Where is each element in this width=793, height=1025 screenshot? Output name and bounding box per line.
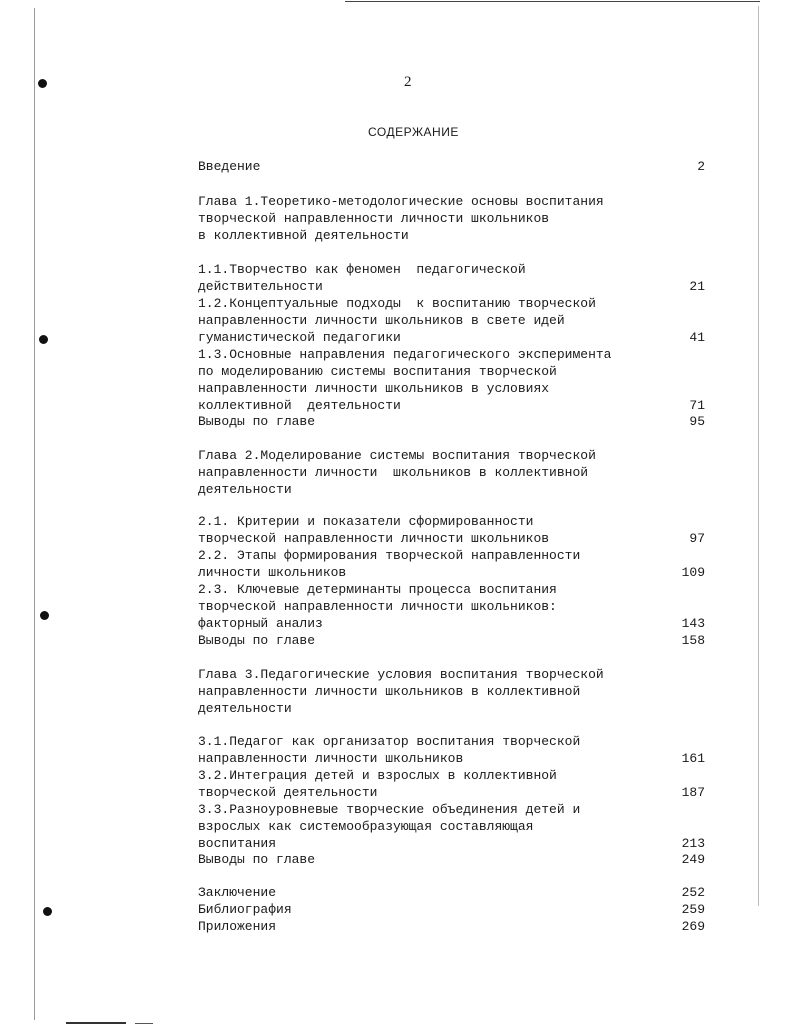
toc-entry-line: 2.1. Критерии и показатели сформированности (198, 514, 534, 529)
toc-entry-line: коллективной деятельности (198, 398, 401, 413)
toc-entry-line: 2.3. Ключевые детерминанты процесса воспитания (198, 582, 557, 597)
toc-entry-page: 95 (689, 414, 705, 429)
toc-entry-page: 109 (681, 565, 705, 580)
chapter-heading-line: Глава 2.Моделирование системы воспитания творческой (198, 448, 596, 463)
toc-entry-line: воспитания (198, 836, 277, 851)
chapter-heading-line: в коллективной деятельности (198, 228, 409, 243)
toc-entry-page: 41 (689, 330, 705, 345)
toc-entry-line: 3.1.Педагог как организатор воспитания творческой (198, 734, 581, 749)
chapter-heading-line: направленности личности школьников в коллективной (198, 465, 589, 480)
toc-entry-page: 71 (689, 398, 705, 413)
toc-entry-page: 158 (681, 633, 705, 648)
toc-appendices-page: 269 (681, 919, 705, 934)
toc-entry-line: 1.3.Основные направления педагогического эксперимента (198, 347, 612, 362)
toc-entry-line: творческой направленности личности школьников: (198, 599, 557, 614)
chapter-heading-line: направленности личности школьников в коллективной (198, 684, 581, 699)
chapter-heading-line: Глава 1.Теоретико-методологические основы воспитания (198, 194, 604, 209)
scan-edge-right (758, 6, 759, 906)
toc-entry-line: факторный анализ (198, 616, 323, 631)
toc-intro-label: Введение (198, 159, 261, 174)
toc-entry-page: 97 (689, 531, 705, 546)
toc-entry-page: 143 (681, 616, 705, 631)
toc-bibliography-page: 259 (681, 902, 705, 917)
punch-hole-mark (40, 611, 49, 620)
toc-entry-page: 161 (681, 751, 705, 766)
scan-edge-bottom (66, 1022, 126, 1024)
punch-hole-mark (39, 335, 48, 344)
punch-hole-mark (38, 79, 47, 88)
toc-entry-line: 1.2.Концептуальные подходы к воспитанию творческой (198, 296, 596, 311)
chapter-heading-line: творческой направленности личности школьников (198, 211, 550, 226)
toc-conclusion-label: Заключение (198, 885, 277, 900)
toc-entry-line: гуманистической педагогики (198, 330, 401, 345)
chapter-heading-line: деятельности (198, 701, 292, 716)
chapter-heading-line: Глава 3.Педагогические условия воспитания творческой (198, 667, 604, 682)
scan-edge-bottom-mark (135, 1023, 153, 1024)
toc-entry-line: направленности личности школьников в свете идей (198, 313, 565, 328)
toc-entry-line: творческой деятельности (198, 785, 378, 800)
toc-entry-page: 213 (681, 836, 705, 851)
toc-entry-page: 249 (681, 852, 705, 867)
toc-entry-line: Выводы по главе (198, 414, 316, 429)
punch-hole-mark (43, 907, 52, 916)
toc-entry-line: 3.2.Интеграция детей и взрослых в коллективной (198, 768, 557, 783)
page-title: СОДЕРЖАНИЕ (368, 125, 459, 139)
chapter-heading-line: деятельности (198, 482, 292, 497)
toc-entry-line: взрослых как системообразующая составляющая (198, 819, 534, 834)
toc-entry-line: 1.1.Творчество как феномен педагогической (198, 262, 526, 277)
toc-entry-page: 21 (689, 279, 705, 294)
toc-intro-page: 2 (697, 159, 705, 174)
toc-entry-line: действительности (198, 279, 323, 294)
scan-edge-left (34, 8, 35, 1020)
scan-edge-top (345, 1, 760, 2)
toc-entry-line: Выводы по главе (198, 852, 316, 867)
toc-entry-line: по моделированию системы воспитания творческой (198, 364, 557, 379)
toc-bibliography-label: Библиография (198, 902, 292, 917)
toc-entry-line: 2.2. Этапы формирования творческой направленности (198, 548, 581, 563)
page-number: 2 (404, 74, 412, 90)
toc-entry-line: Выводы по главе (198, 633, 316, 648)
toc-entry-line: творческой направленности личности школьников (198, 531, 550, 546)
toc-entry-line: личности школьников (198, 565, 347, 580)
toc-entry-line: направленности личности школьников в условиях (198, 381, 550, 396)
toc-entry-line: направленности личности школьников (198, 751, 464, 766)
toc-conclusion-page: 252 (681, 885, 705, 900)
toc-entry-line: 3.3.Разноуровневые творческие объединения детей и (198, 802, 581, 817)
toc-entry-page: 187 (681, 785, 705, 800)
toc-appendices-label: Приложения (198, 919, 277, 934)
